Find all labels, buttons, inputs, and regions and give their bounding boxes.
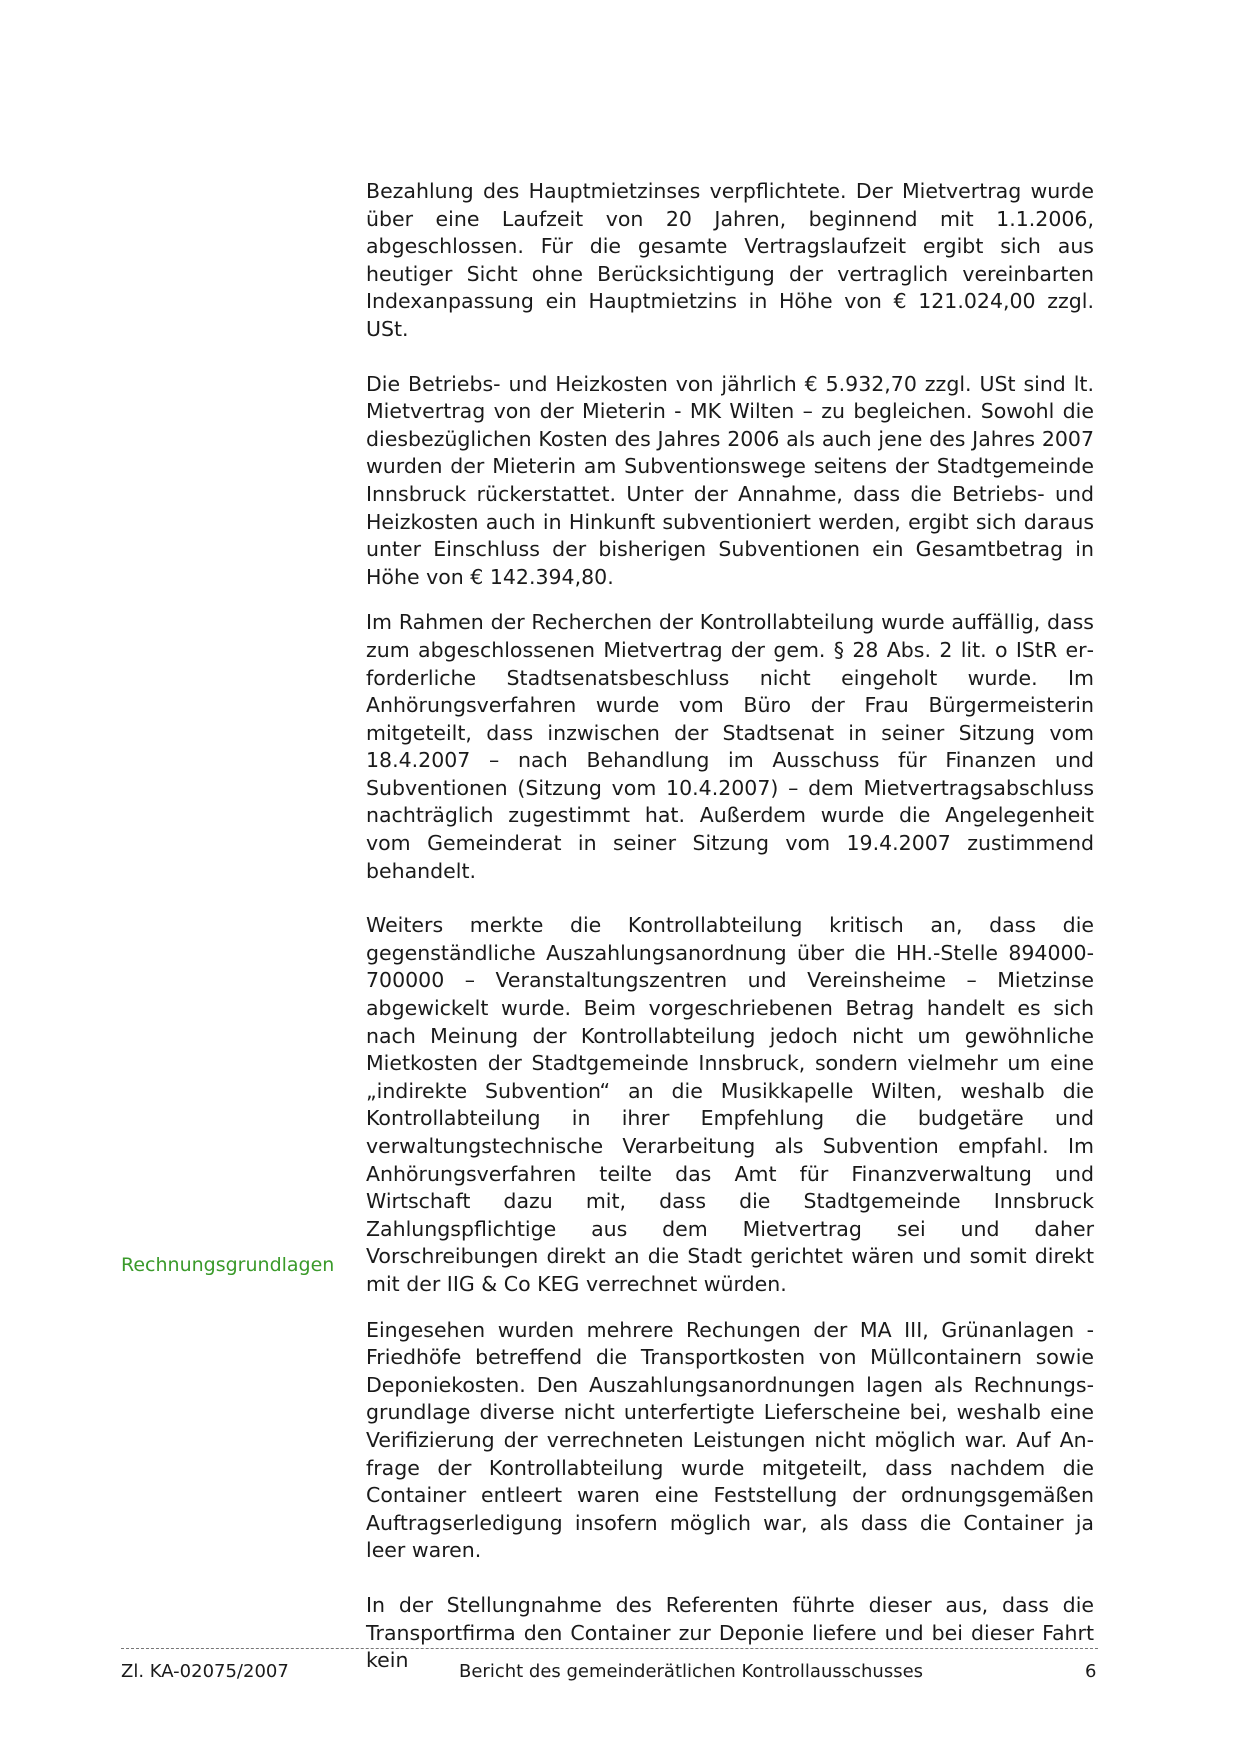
body-text xyxy=(366,178,1094,1675)
paragraph-stellungnahme: In der Stellungnahme des Referenten führte dieser aus, dass die Transportfirma den Container zur Deponie liefere und bei dieser Fahrt kein xyxy=(366,1592,1094,1673)
margin-note-rechnungsgrundlagen: Rechnungsgrundlagen xyxy=(121,1254,335,1276)
paragraph-subvention: Weiters merkte die Kontrollabteilung kritisch an, dass die gegenständliche Auszahlungsanordnung über die HH.-Stelle 894000-700000 – Veranstaltungszentren und Vereinsheime – Mietzinse abgewickelt wurde. Beim vorgeschriebenen Betrag handelt es sich nach Meinung der Kontrollabteilung jedoch nicht um gewöhnliche Mietkosten der Stadtgemeinde Innsbruck, sondern vielmehr um eine „indirekte Subvention“ an die Musikkapelle Wilten, weshalb die Kontrollabteilung in ihrer Empfehlung die budgetäre und verwaltungstechnische Verarbeitung als Subvention empfahl. Im Anhörungsverfahren teilte das Amt für Finanzverwaltung und Wirtschaft dazu mit, dass die Stadtgemeinde Innsbruck Zahlungspflichtige aus dem Mietvertrag sei und daher Vorschreibungen direkt an die Stadt gerichtet wären und somit direkt mit der IIG & Co KEG verrechnet würden. xyxy=(366,913,1094,1296)
paragraph-rechnungsgrundlagen: Eingesehen wurden mehrere Rechungen der MA III, Grünanlagen - Friedhöfe betreffend die Transportkosten von Müllcontainern sowie Deponiekosten. Den Auszahlungsanordnungen lagen als Rechnungsgrundlage diverse nicht unterfertigte Lieferscheine bei, weshalb eine Verifizierung der verrechneten Leistungen nicht möglich war. Auf Anfrage der Kontrollabteilung wurde mitgeteilt, dass nachdem die Container entleert waren eine Feststellung der ordnungsgemäßen Auftragserledigung insofern möglich war, als dass die Container ja leer waren. xyxy=(366,1317,1094,1563)
footer-reference: Zl. KA-02075/2007 xyxy=(121,1661,289,1682)
page-number: 6 xyxy=(1085,1661,1097,1682)
footer-divider xyxy=(121,1648,1098,1649)
paragraph-betriebskosten: Die Betriebs- und Heizkosten von jährlich € 5.932,70 zzgl. USt sind lt. Mietvertrag von der Mieterin - MK Wilten – zu begleichen. Sowohl die diesbezüglichen Kosten des Jahres 2006 als auch jene des Jahres 2007 wurden der Mieterin am Subventionswege seitens der Stadtgemeinde Innsbruck rückerstattet. Unter der Annahme, dass die Betriebs- und Heizkosten auch in Hinkunft subventioniert werden, ergibt sich daraus unter Einschluss der bisherigen Subventionen ein Gesamtbetrag in Höhe von € 142.394,80. xyxy=(366,371,1094,589)
paragraph-hauptmietzins: Bezahlung des Hauptmietzinses verpflichtete. Der Mietvertrag wurde über eine Laufzeit von 20 Jahren, beginnend mit 1.1.2006, abgeschlossen. Für die gesamte Vertragslaufzeit ergibt sich aus heutiger Sicht ohne Berücksichtigung der vertraglich vereinbarten Indexanpassung ein Hauptmietzins in Höhe von € 121.024,00 zzgl. USt. xyxy=(366,179,1094,341)
paragraph-stadtsenatsbeschluss: Im Rahmen der Recherchen der Kontrollabteilung wurde auffällig, dass zum abgeschlossenen Mietvertrag der gem. § 28 Abs. 2 lit. o IStR erforderliche Stadtsenatsbeschluss nicht eingeholt wurde. Im Anhörungsverfahren wurde vom Büro der Frau Bürgermeisterin mitgeteilt, dass inzwischen der Stadtsenat in seiner Sitzung vom 18.4.2007 – nach Behandlung im Ausschuss für Finanzen und Subventionen (Sitzung vom 10.4.2007) – dem Mietvertragsabschluss nachträglich zugestimmt hat. Außerdem wurde die Angelegenheit vom Gemeinderat in seiner Sitzung vom 19.4.2007 zustimmend behandelt. xyxy=(366,610,1094,883)
footer-title: Bericht des gemeinderätlichen Kontrollausschusses xyxy=(459,1661,924,1682)
